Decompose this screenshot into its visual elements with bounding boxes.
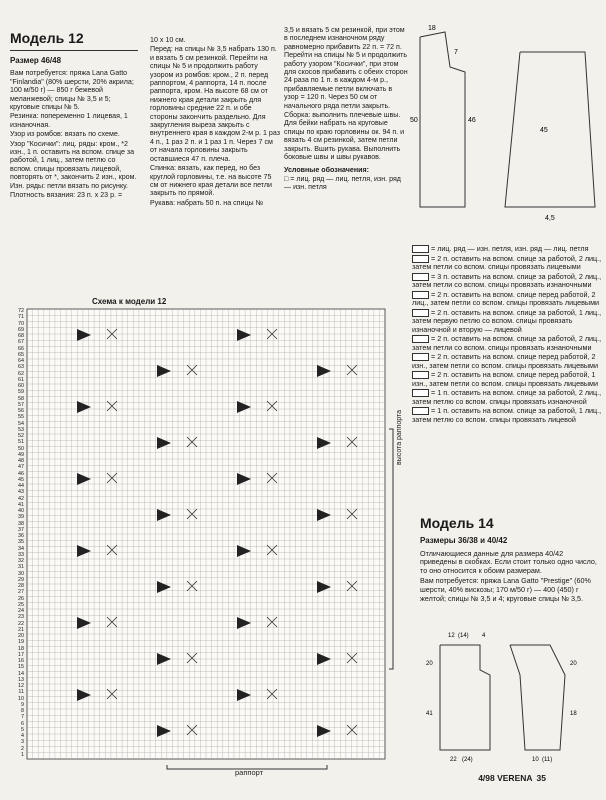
chart-grid bbox=[10, 295, 405, 785]
model14-title: Модель 14 bbox=[420, 515, 494, 531]
row-label: 62 bbox=[18, 370, 24, 377]
row-label: 13 bbox=[18, 676, 24, 683]
row-label: 28 bbox=[18, 583, 24, 589]
dim-label: 20 bbox=[426, 661, 433, 667]
dim-label: 50 bbox=[410, 117, 418, 124]
model14-size: Размеры 36/38 и 40/42 bbox=[420, 536, 508, 545]
divider bbox=[10, 50, 138, 51]
row-label: 23 bbox=[18, 614, 24, 621]
row-label: 66 bbox=[18, 345, 24, 352]
row-label: 29 bbox=[18, 576, 24, 583]
legend-item: = 2 п. оставить на вспом. спице перед работой, 2 изн., затем петли со вспом. спицы провязать лицевыми bbox=[412, 352, 599, 370]
model12-column-3 bbox=[284, 26, 408, 193]
paragraph: Вам потребуется: пряжа Lana Gatto "Finlandia" (80% шерсти, 20% акрила; 100 м/50 г) — 850 г бежевой меланжевой; спицы № 3,5 и 5; круговые спицы № 5. bbox=[10, 69, 134, 112]
row-label: 58 bbox=[18, 395, 24, 402]
symbol-icon bbox=[412, 245, 429, 253]
paragraph: Узор из ромбов: вязать по схеме. bbox=[10, 130, 120, 139]
dim-label: 46 bbox=[468, 117, 476, 124]
row-label: 48 bbox=[18, 458, 24, 464]
row-label: 52 bbox=[18, 433, 24, 439]
pattern-svg bbox=[420, 625, 600, 765]
row-label: 17 bbox=[18, 651, 24, 658]
model12-pattern-diagram bbox=[410, 22, 600, 227]
row-label: 42 bbox=[18, 495, 24, 502]
row-label: 4 bbox=[21, 733, 24, 739]
dim-label: 18 bbox=[428, 25, 436, 32]
row-label: 27 bbox=[18, 589, 24, 596]
row-label: 12 bbox=[18, 683, 24, 689]
dim-label: 20 bbox=[570, 661, 577, 667]
row-label: 26 bbox=[18, 595, 24, 602]
row-label: 2 bbox=[21, 745, 24, 752]
legend-item: = 2 п. оставить на вспом. спице перед работой, 2 лиц., затем петли со вспом. спицы провязать лицевыми bbox=[412, 289, 600, 307]
dim-label: 12 bbox=[448, 633, 455, 639]
row-label: 21 bbox=[18, 626, 24, 633]
paragraph: Вам потребуется: пряжа Lana Gatto "Prestige" (60% шерсти, 40% вискозы; 170 м/50 г) — 400 (450) г желтой; спицы № 3,5 и 4; круговые спицы № 3,5. bbox=[420, 576, 591, 603]
row-label: 32 bbox=[18, 558, 24, 564]
row-label: 47 bbox=[18, 464, 24, 471]
row-label: 63 bbox=[18, 364, 24, 371]
model12-size: Размер 46/48 bbox=[10, 56, 62, 65]
row-label: 44 bbox=[18, 483, 24, 489]
dim-label: 4,5 bbox=[545, 215, 555, 222]
row-label: 6 bbox=[21, 720, 24, 727]
paragraph: Плотность вязания: 23 п. х 23 р. = bbox=[10, 191, 123, 200]
paragraph: Отличающиеся данные для размера 40/42 приведены в скобках. Если стоит только одно число, то оно относится к обоим размерам. bbox=[420, 548, 597, 575]
legend-item: = 2 п. оставить на вспом. спице за работой, 2 лиц., затем петли со вспом. спицы провязать изнаночными bbox=[412, 334, 602, 352]
row-label: 65 bbox=[18, 351, 24, 358]
row-label: 30 bbox=[18, 570, 24, 577]
row-label: 20 bbox=[18, 633, 24, 639]
row-label: 46 bbox=[18, 470, 24, 477]
model12-title: Модель 12 bbox=[10, 30, 84, 46]
dim-label: 22 bbox=[450, 757, 457, 763]
legend-heading: Условные обозначения: bbox=[284, 165, 370, 174]
row-label: 60 bbox=[18, 383, 24, 389]
rapport-height-label: высота раппорта bbox=[396, 409, 403, 465]
row-label: 68 bbox=[18, 333, 24, 339]
model14-pattern-diagram bbox=[420, 625, 600, 765]
row-label: 43 bbox=[18, 489, 24, 496]
row-label: 16 bbox=[18, 658, 24, 664]
dim-label: 45 bbox=[540, 127, 548, 134]
row-label: 67 bbox=[18, 339, 24, 346]
row-label: 39 bbox=[18, 514, 24, 521]
row-label: 19 bbox=[18, 639, 24, 646]
paragraph: Рукава: набрать 50 п. на спицы № bbox=[150, 198, 264, 207]
dim-label: (24) bbox=[462, 757, 473, 763]
model14-section bbox=[420, 515, 600, 603]
paragraph: 10 х 10 см. bbox=[150, 36, 186, 44]
page-footer bbox=[478, 773, 546, 783]
pattern-svg bbox=[410, 22, 600, 227]
row-label: 35 bbox=[18, 539, 24, 546]
legend-item: = 2 п. оставить на вспом. спице за работой, 2 лиц., затем петли со вспом. спицы провязать лицевыми bbox=[412, 253, 602, 271]
row-label: 10 bbox=[18, 695, 24, 702]
row-label: 18 bbox=[18, 645, 24, 652]
row-label: 69 bbox=[18, 326, 24, 333]
paragraph: Сборка: выполнить плечевые швы. Для бейки набрать на круговые спицы по краю горловины ок. 94 п. и вязать 4 см резинкой, затем петли закрыть. Вшить рукава. Выполнить боковые швы и швы рукавов. bbox=[284, 111, 405, 162]
row-label: 51 bbox=[18, 439, 24, 446]
knitting-chart bbox=[10, 295, 405, 785]
row-label: 49 bbox=[18, 451, 24, 458]
row-label: 33 bbox=[18, 551, 24, 558]
row-label: 25 bbox=[18, 601, 24, 608]
row-label: 22 bbox=[18, 620, 24, 627]
row-label: 3 bbox=[21, 739, 24, 746]
row-label: 1 bbox=[21, 751, 24, 758]
legend-item: = 1 п. оставить на вспом. спице за работой, 1 лиц., затем петлю со вспом. спицы провязать лицевой bbox=[412, 406, 602, 424]
row-label: 7 bbox=[21, 714, 24, 721]
row-label: 53 bbox=[18, 426, 24, 433]
row-label: 56 bbox=[18, 408, 24, 414]
dim-label: (11) bbox=[542, 757, 553, 763]
legend-item: □ = лиц. ряд — лиц. петля, изн. ряд — изн. петля bbox=[284, 174, 401, 192]
row-label: 71 bbox=[18, 314, 24, 321]
sleeve-outline bbox=[505, 52, 595, 207]
row-label: 45 bbox=[18, 476, 24, 483]
symbol-legend bbox=[412, 245, 602, 425]
row-label: 57 bbox=[18, 401, 24, 408]
row-label: 24 bbox=[18, 608, 24, 614]
dim-label: 18 bbox=[570, 711, 577, 717]
row-label: 50 bbox=[18, 445, 24, 452]
legend-item: = 1 п. оставить на вспом. спице за работой, 2 лиц., затем петлю со вспом. спицы провязать изнаночной bbox=[412, 388, 602, 406]
rapport-height-bracket bbox=[389, 429, 393, 669]
row-label: 54 bbox=[18, 420, 24, 427]
dim-label: 4 bbox=[482, 633, 486, 639]
chart-title: Схема к модели 12 bbox=[92, 297, 167, 306]
row-label: 34 bbox=[18, 545, 24, 552]
row-label: 55 bbox=[18, 414, 24, 421]
row-label: 9 bbox=[21, 701, 24, 708]
row-label: 11 bbox=[18, 689, 24, 696]
row-label: 70 bbox=[18, 320, 24, 327]
legend-item: = 2 п. оставить на вспом. спице перед работой, 1 изн., затем петли со вспом. спицы провязать лицевыми bbox=[412, 370, 599, 388]
front-outline bbox=[440, 645, 490, 750]
dim-label: 7 bbox=[454, 49, 458, 56]
row-label: 14 bbox=[18, 670, 24, 677]
row-label: 40 bbox=[18, 508, 24, 514]
paragraph: Спинка: вязать, как перед, но без круглой горловины, т.е. на высоте 75 см от нижнего края детали все петли закрыть по прямой. bbox=[150, 164, 272, 198]
paragraph: Перед: на спицы № 3,5 набрать 130 п. и вязать 5 см резинкой. Перейти на спицы № 5 и продолжить работу узором из ромбов: кром., 2 п. перед раппортом, 4 раппорта, 14 п. после раппорта, кром. На высоте 68 см от нижнего края детали закрыть для горловины средние 22 п. и обе стороны закончить раздельно. Для закругления выреза закрыть с внутреннего края в каждом 2-м р. 1 раз 4 п., 1 раз 2 п. и 1 раз 1 п. Через 7 см от начала горловины закрыть оставшиеся 47 п. плеча. bbox=[150, 45, 280, 163]
row-label: 61 bbox=[18, 376, 24, 383]
dim-label: 41 bbox=[426, 711, 433, 717]
legend-item: = лиц. ряд — изн. петля, изн. ряд — лиц. петля bbox=[412, 245, 602, 254]
sleeve-outline bbox=[510, 645, 565, 750]
row-label: 31 bbox=[18, 564, 24, 571]
row-label: 15 bbox=[18, 664, 24, 671]
issue-label: 4/98 VERENA bbox=[478, 773, 533, 783]
row-label: 72 bbox=[18, 308, 24, 314]
row-label: 64 bbox=[18, 358, 24, 364]
dim-label: 10 bbox=[532, 757, 539, 763]
row-label: 41 bbox=[18, 501, 24, 508]
row-label: 37 bbox=[18, 526, 24, 533]
paragraph: Резинка: попеременно 1 лицевая, 1 изнаночная. bbox=[10, 112, 128, 129]
rapport-label: раппорт bbox=[235, 768, 264, 777]
legend-item: = 3 п. оставить на вспом. спице за работой, 2 лиц., затем петли со вспом. спицы провязать изнаночными bbox=[412, 271, 602, 289]
row-label: 5 bbox=[21, 726, 24, 733]
model12-column-2 bbox=[150, 36, 280, 208]
model12-column-1 bbox=[10, 30, 138, 201]
legend-item: = 2 п. оставить на вспом. спице за работой, 1 лиц., затем первую петлю со вспом. спицы провязать изнаночной и вторую — лицевой bbox=[412, 307, 602, 334]
row-label: 59 bbox=[18, 389, 24, 396]
paragraph: 3,5 и вязать 5 см резинкой, при этом в последнем изнаночном ряду равномерно прибавить 22 п. = 72 п. Перейти на спицы № 5 и продолжить работу узором "Косички", при этом для скосов прибавить с обеих сторон 24 раза по 1 п. в каждом 4-м р., прибавляемые петли включать в узор = 120 п. Через 50 см от начального ряда петли закрыть. bbox=[284, 26, 408, 110]
row-label: 36 bbox=[18, 533, 24, 539]
row-label: 38 bbox=[18, 520, 24, 527]
page-number: 35 bbox=[536, 773, 546, 783]
row-label: 8 bbox=[21, 708, 24, 714]
paragraph: Узор "Косички": лиц. ряды: кром., *2 изн., 1 п. оставить на вспом. спице за работой, 1 лиц., затем петлю со вспом. спицы провязать лицевой, повторять от *, закончить 2 изн., кром. Изн. ряды: петли вязать по рисунку. bbox=[10, 139, 137, 190]
front-outline bbox=[420, 32, 465, 207]
dim-label: (14) bbox=[458, 633, 469, 639]
